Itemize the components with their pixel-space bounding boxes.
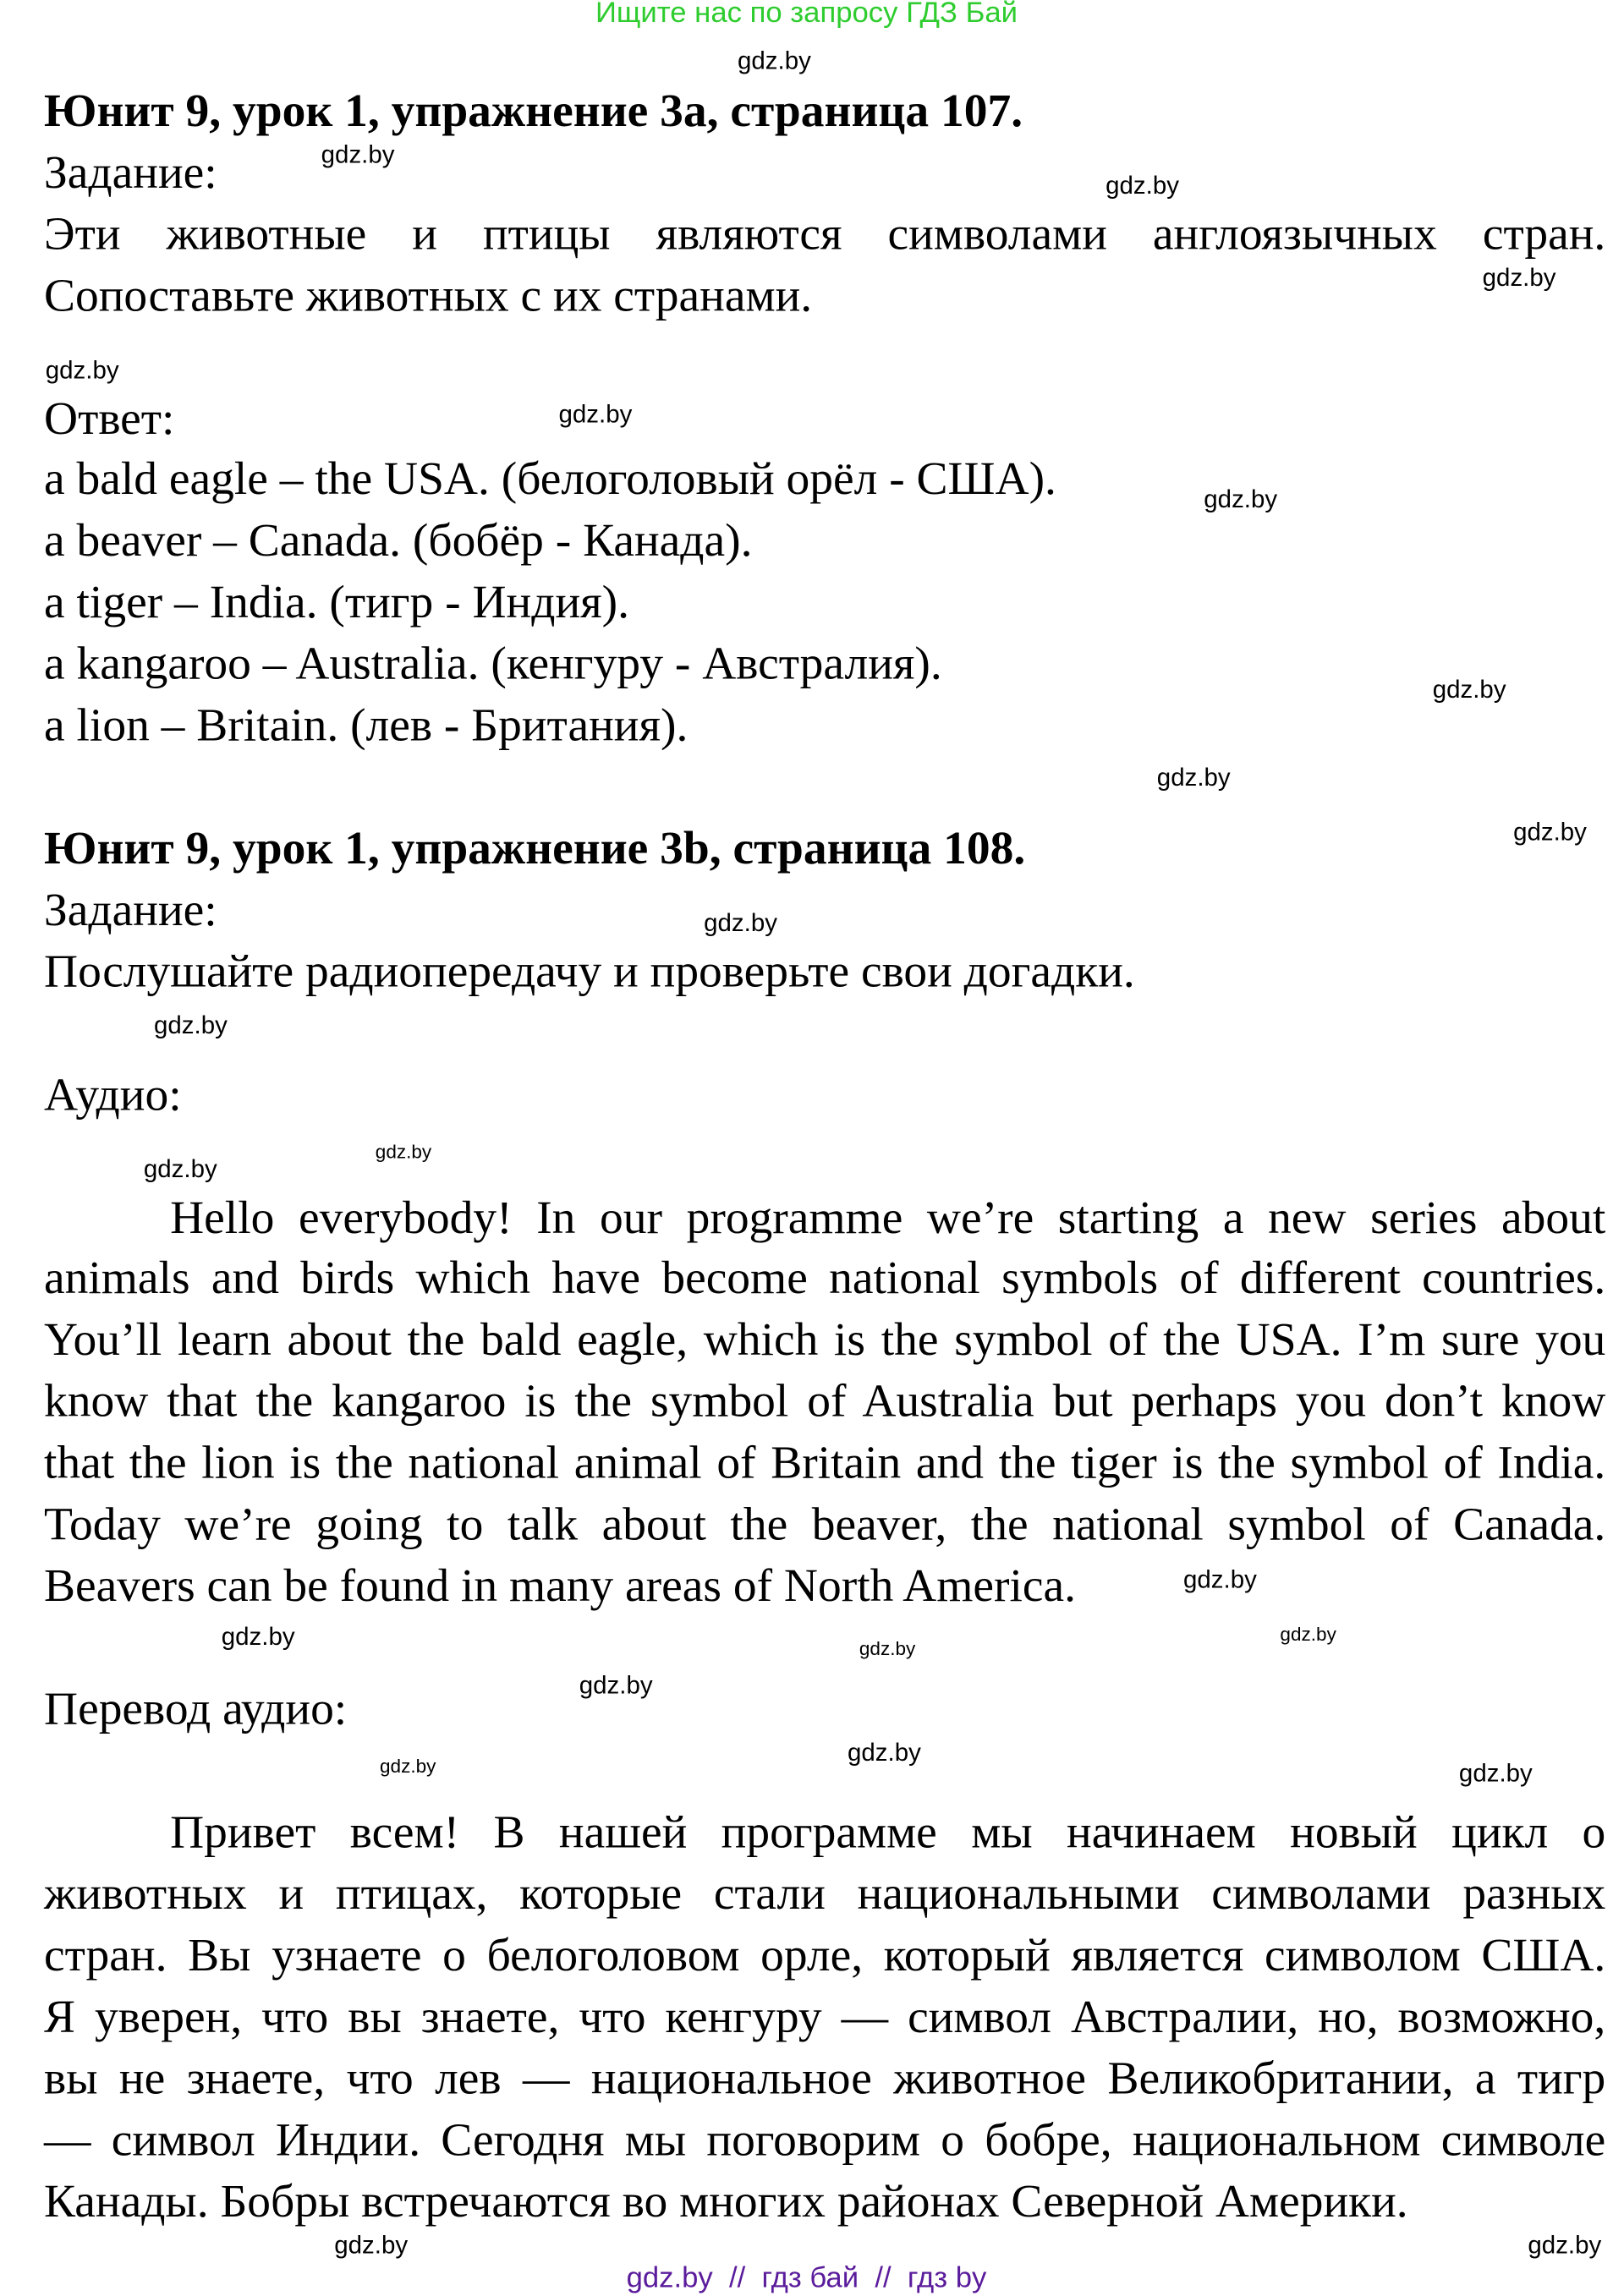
watermark: gdz.by (1482, 264, 1556, 292)
section2-task-label: Задание: (44, 882, 217, 936)
watermark: gdz.by (1513, 818, 1587, 847)
answer-line: a beaver – Canada. (бобёр - Канада). (44, 512, 753, 567)
section2-task: Послушайте радиопередачу и проверьте свои догадки. (44, 944, 1135, 997)
section1-task-line: Эти животные и птицы являются символами англоязычных стран. (44, 206, 1606, 260)
translation-label: Перевод аудио: (44, 1681, 348, 1734)
watermark: gdz.by (375, 1140, 432, 1163)
watermark: gdz.by (859, 1637, 916, 1660)
translation-line: Я уверен, что вы знаете, что кенгуру — символ Австралии, но, возможно, (44, 1989, 1606, 2042)
audio-line: know that the kangaroo is the symbol of Australia but perhaps you don’t know (44, 1373, 1606, 1427)
section1-answer-label: Ответ: (44, 391, 175, 445)
watermark: gdz.by (45, 356, 119, 385)
section1-heading: Юнит 9, урок 1, упражнение 3a, страница 107. (44, 83, 1023, 137)
search-banner: Ищите нас по запросу ГДЗ Бай (595, 0, 1018, 30)
translation-line: вы не знаете, что лев — национальное животное Великобритании, а тигр (44, 2051, 1606, 2104)
translation-line: стран. Вы узнаете о белоголовом орле, который является символом США. (44, 1927, 1606, 1981)
footer-links: gdz.by // гдз бай // гдз by (626, 2261, 987, 2295)
watermark: gdz.by (848, 1739, 921, 1767)
watermark: gdz.by (1280, 1623, 1336, 1646)
section1-task-line: Сопоставьте животных с их странами. (44, 268, 813, 321)
audio-line: Hello everybody! In our programme we’re starting a new series about (170, 1190, 1606, 1244)
watermark: gdz.by (1432, 676, 1506, 704)
watermark: gdz.by (1156, 764, 1231, 792)
audio-line: You’ll learn about the bald eagle, which is the symbol of the USA. I’m sure you (44, 1312, 1606, 1365)
watermark: gdz.by (221, 1623, 295, 1652)
audio-line: Beavers can be found in many areas of North America. (44, 1558, 1077, 1612)
watermark: gdz.by (321, 140, 395, 169)
watermark: gdz.by (1106, 171, 1179, 200)
translation-line: Канады. Бобры встречаются во многих районах Северной Америки. (44, 2173, 1408, 2228)
watermark: gdz.by (1183, 1565, 1257, 1594)
audio-label: Аудио: (44, 1067, 182, 1121)
watermark: gdz.by (334, 2231, 409, 2260)
translation-line: — символ Индии. Сегодня мы поговорим о бобре, национальном символе (44, 2112, 1606, 2166)
watermark: gdz.by (1204, 485, 1278, 513)
audio-line: animals and birds which have become national symbols of different countries. (44, 1250, 1606, 1304)
watermark: gdz.by (143, 1155, 217, 1184)
answer-line: a kangaroo – Australia. (кенгуру - Австралия). (44, 636, 942, 689)
section1-task-label: Задание: (44, 145, 217, 199)
answer-line: a lion – Britain. (лев - Британия). (44, 698, 689, 751)
watermark: gdz.by (579, 1671, 653, 1700)
watermark: gdz.by (1528, 2231, 1602, 2260)
section2-heading: Юнит 9, урок 1, упражнение 3b, страница 108. (44, 820, 1026, 874)
audio-line: Today we’re going to talk about the beaver, the national symbol of Canada. (44, 1497, 1606, 1550)
watermark: gdz.by (154, 1011, 228, 1040)
watermark: gdz.by (704, 908, 777, 937)
translation-line: животных и птицах, которые стали национальными символами разных (44, 1866, 1606, 1920)
watermark: gdz.by (738, 47, 811, 75)
translation-line: Привет всем! В нашей программе мы начинаем новый цикл о (170, 1805, 1606, 1858)
watermark: gdz.by (558, 400, 633, 429)
answer-line: a bald eagle – the USA. (белоголовый орёл - США). (44, 451, 1056, 505)
watermark: gdz.by (380, 1755, 436, 1778)
watermark: gdz.by (1458, 1759, 1533, 1788)
audio-line: that the lion is the national animal of Britain and the tiger is the symbol of India. (44, 1435, 1606, 1488)
answer-line: a tiger – India. (тигр - Индия). (44, 574, 629, 627)
